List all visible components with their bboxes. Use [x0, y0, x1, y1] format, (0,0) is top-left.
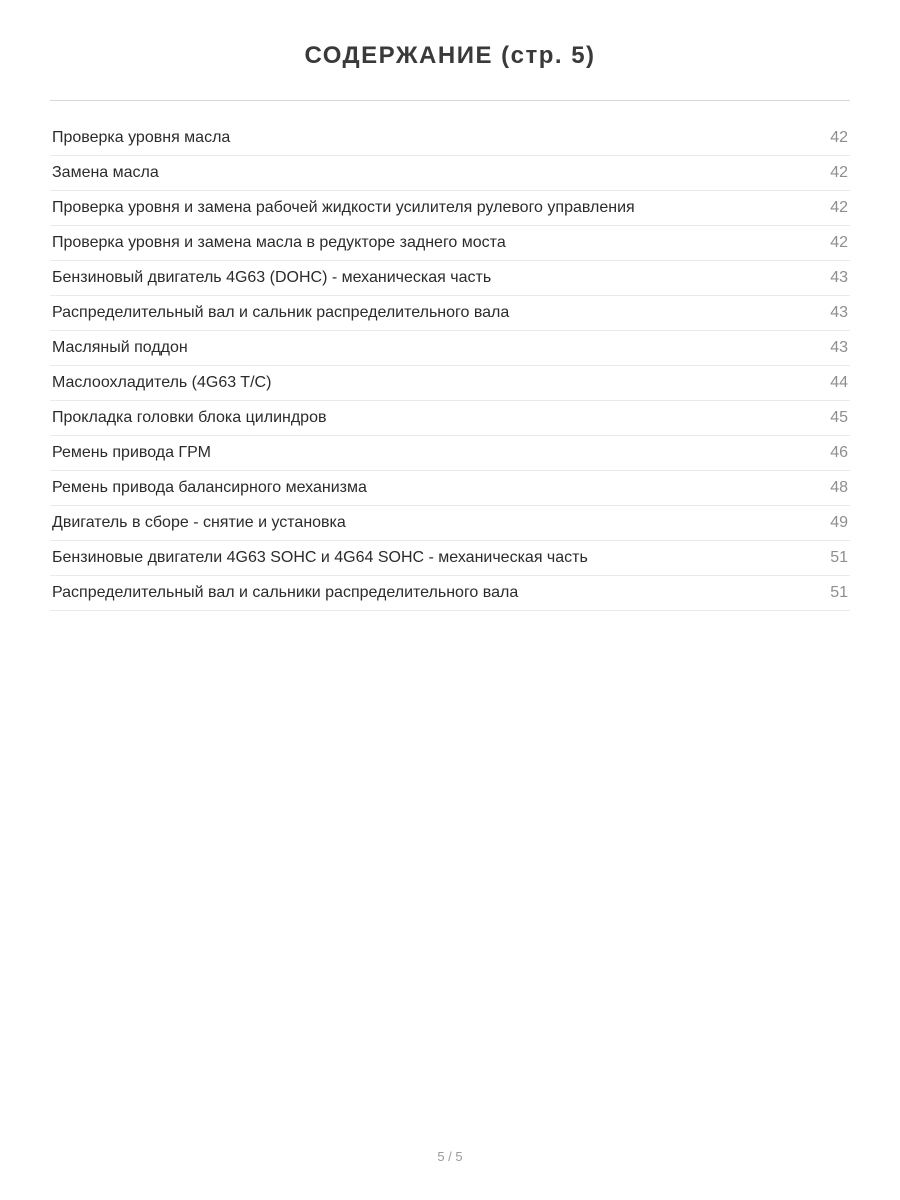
toc-row[interactable] [50, 121, 850, 156]
toc-entry-page: 49 [830, 514, 848, 531]
toc-entry-page: 45 [830, 409, 848, 426]
toc-row[interactable] [50, 401, 850, 436]
toc-entry-title: Распределительный вал и сальник распределительного вала [52, 304, 510, 321]
toc-entry-page: 51 [830, 549, 848, 566]
toc-entry-page: 44 [830, 374, 848, 391]
toc-row[interactable] [50, 191, 850, 226]
toc-entry-title: Проверка уровня и замена рабочей жидкости усилителя рулевого управления [52, 199, 635, 216]
toc-entry-title: Бензиновые двигатели 4G63 SOHC и 4G64 SOHC - механическая часть [52, 549, 588, 566]
title-divider [50, 100, 850, 101]
toc-entry-page: 51 [830, 584, 848, 601]
toc-row[interactable] [50, 331, 850, 366]
toc-entry-page: 42 [830, 129, 848, 146]
toc-entry-page: 46 [830, 444, 848, 461]
toc-row[interactable] [50, 436, 850, 471]
toc-entry-page: 43 [830, 304, 848, 321]
toc-entry-title: Бензиновый двигатель 4G63 (DOHC) - механическая часть [52, 269, 492, 286]
toc-row[interactable] [50, 576, 850, 611]
toc-entry-title: Ремень привода балансирного механизма [52, 479, 367, 496]
toc-entry-title: Двигатель в сборе - снятие и установка [52, 514, 346, 531]
toc-entry-page: 48 [830, 479, 848, 496]
toc-row[interactable] [50, 296, 850, 331]
toc-entry-title: Маслоохладитель (4G63 T/C) [52, 374, 272, 391]
toc-row[interactable] [50, 261, 850, 296]
toc-entry-title: Проверка уровня и замена масла в редукторе заднего моста [52, 234, 506, 251]
toc-entry-title: Замена масла [52, 164, 159, 181]
toc-row[interactable] [50, 506, 850, 541]
toc-entry-title: Ремень привода ГРМ [52, 444, 211, 461]
toc-entry-title: Проверка уровня масла [52, 129, 231, 146]
toc-entry-page: 43 [830, 269, 848, 286]
toc-entry-page: 42 [830, 199, 848, 216]
toc-row[interactable] [50, 366, 850, 401]
toc-entry-page: 42 [830, 234, 848, 251]
toc-entry-page: 42 [830, 164, 848, 181]
toc-row[interactable] [50, 156, 850, 191]
toc-entry-title: Прокладка головки блока цилиндров [52, 409, 327, 426]
toc-row[interactable] [50, 541, 850, 576]
toc-entry-title: Распределительный вал и сальники распределительного вала [52, 584, 519, 601]
toc-row[interactable] [50, 226, 850, 261]
toc-entry-title: Масляный поддон [52, 339, 188, 356]
page-title: СОДЕРЖАНИЕ (стр. 5) [304, 42, 596, 69]
toc-list [50, 121, 850, 611]
toc-entry-page: 43 [830, 339, 848, 356]
toc-row[interactable] [50, 471, 850, 506]
page-footer: 5 / 5 [437, 1149, 463, 1164]
